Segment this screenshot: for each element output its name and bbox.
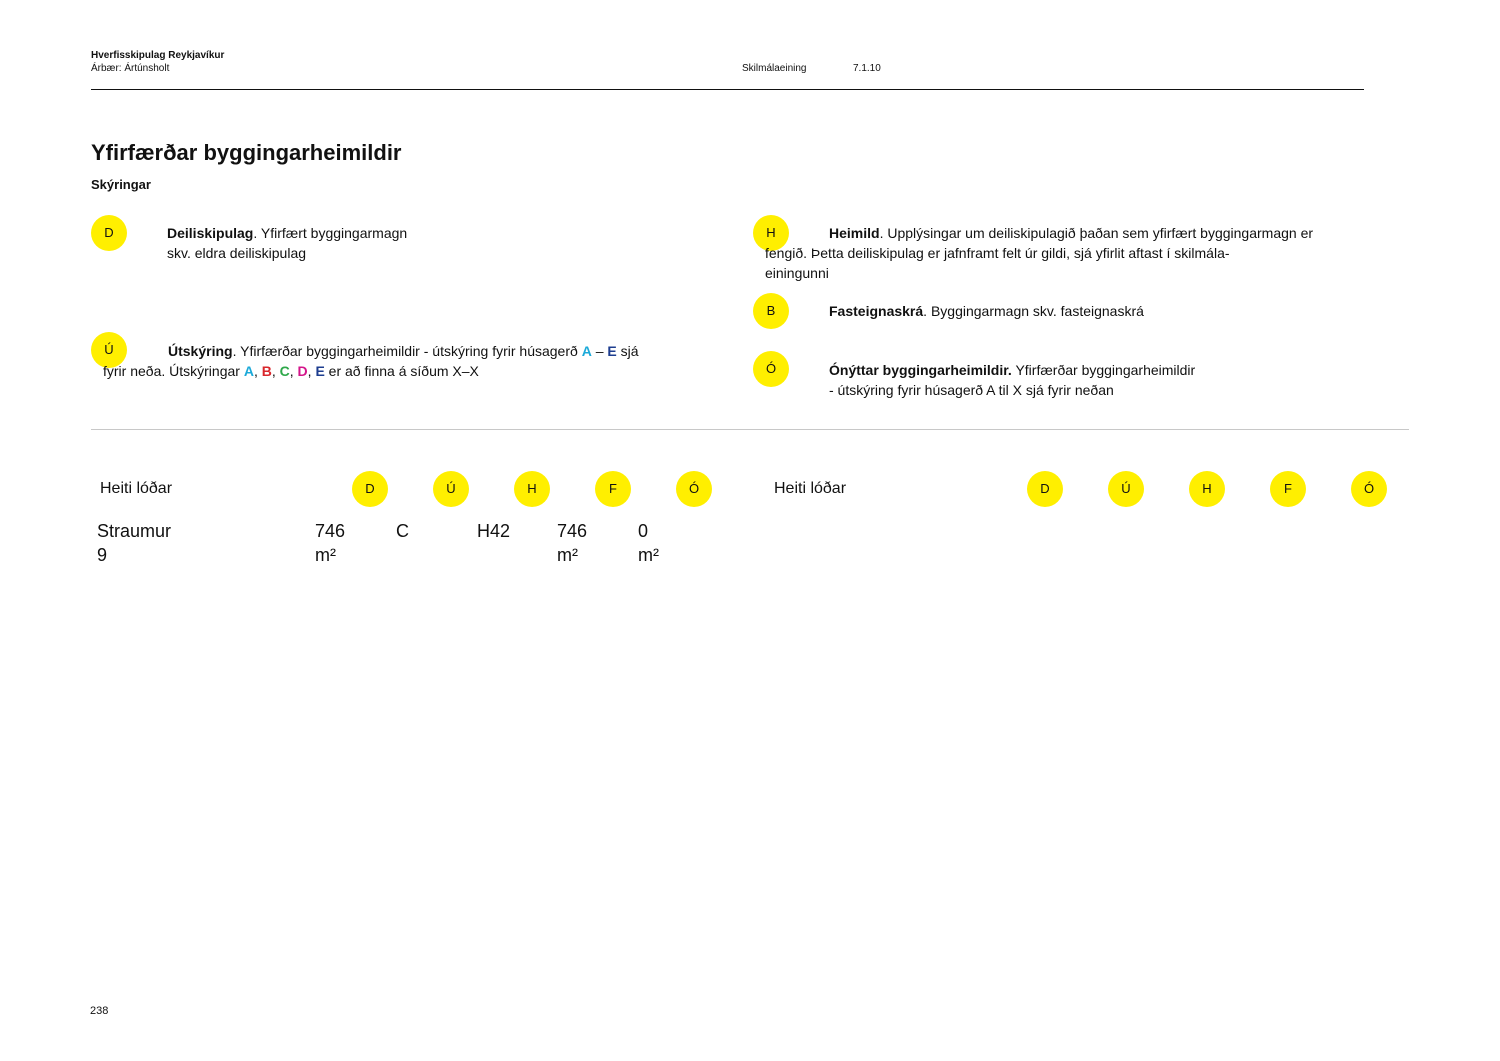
document-title: Hverfisskipulag Reykjavíkur <box>91 50 225 61</box>
legend-u-text2: sjá <box>616 343 639 359</box>
legend-h-text1: . Upplýsingar um deiliskipulagið þaðan sem yfirfært byggingarmagn er <box>879 225 1314 241</box>
legend-u-term: Útskýring <box>168 343 233 359</box>
legend-h-line3: einingunni <box>765 265 829 281</box>
legend-badge-o: Ó <box>753 351 789 387</box>
legend-u-line1 <box>168 341 728 361</box>
type-d-ref: D <box>297 363 308 379</box>
legend-badge-b: B <box>753 293 789 329</box>
legend-u-text1: . Yfirfærðar byggingarheimildir - útskýring fyrir húsagerð <box>232 343 582 359</box>
legend-u-text3: fyrir neða. Útskýringar <box>103 363 244 379</box>
value-f: 746 m² <box>557 521 588 565</box>
value-h: H42 <box>477 521 511 541</box>
section-divider <box>91 429 1409 430</box>
legend-badge-d: D <box>91 215 127 251</box>
legend-h-line1 <box>829 223 1389 243</box>
table-right-col-d: D <box>1027 471 1063 507</box>
table-right-col-u: Ú <box>1108 471 1144 507</box>
section-code: 7.1.10 <box>853 63 881 74</box>
type-a-ref: A <box>243 363 254 379</box>
legend-d-term: Deiliskipulag <box>167 225 254 241</box>
separator: , <box>289 363 298 379</box>
page-title: Yfirfærðar byggingarheimildir <box>91 140 402 165</box>
table-left-col-f: F <box>595 471 631 507</box>
value-u: C <box>396 521 409 541</box>
table-left-col-o: Ó <box>676 471 712 507</box>
table-left-col-u: Ú <box>433 471 469 507</box>
legend-title: Skýringar <box>91 177 151 192</box>
separator: , <box>253 363 262 379</box>
legend-item-o <box>829 360 1389 400</box>
legend-b-term: Fasteignaskrá <box>829 303 924 319</box>
type-c-ref: C <box>279 363 290 379</box>
separator: , <box>307 363 316 379</box>
value-d: 746 m² <box>315 521 346 565</box>
legend-o-text1: Yfirfærðar byggingarheimildir <box>1011 362 1196 378</box>
table-left-col-h: H <box>514 471 550 507</box>
separator: , <box>271 363 280 379</box>
header-divider <box>91 89 1364 90</box>
document-subtitle: Árbær: Ártúnsholt <box>91 63 170 74</box>
legend-badge-h: H <box>753 215 789 251</box>
type-a-label: A <box>581 343 592 359</box>
table-right-col-o: Ó <box>1351 471 1387 507</box>
table-right-col-f: F <box>1270 471 1306 507</box>
legend-d-line2: skv. eldra deiliskipulag <box>167 245 307 261</box>
legend-o-line2: - útskýring fyrir húsagerð A til X sjá fyrir neðan <box>829 382 1114 398</box>
value-o: 0 m² <box>638 521 659 565</box>
type-b-ref: B <box>261 363 272 379</box>
legend-o-line1 <box>829 360 1389 380</box>
legend-h-line2: fengið. Þetta deiliskipulag er jafnframt felt úr gildi, sjá yfirlit aftast í skilmála- <box>765 245 1230 261</box>
table-right-header-label: Heiti lóðar <box>774 480 847 497</box>
legend-h-term: Heimild <box>829 225 880 241</box>
legend-d-text1: . Yfirfært byggingarmagn <box>253 225 408 241</box>
legend-o-term: Ónýttar byggingarheimildir. <box>829 362 1012 378</box>
legend-u-dash: – <box>591 343 608 359</box>
page-number: 238 <box>90 1005 109 1017</box>
table-left-header-label: Heiti lóðar <box>100 480 173 497</box>
legend-b-text1: . Byggingarmagn skv. fasteignaskrá <box>923 303 1144 319</box>
lot-name: Straumur 9 <box>97 521 172 565</box>
table-left-col-d: D <box>352 471 388 507</box>
legend-item-d <box>167 223 627 263</box>
type-e-label: E <box>607 343 617 359</box>
legend-d-line1 <box>167 223 627 243</box>
legend-u-line2 <box>103 361 703 381</box>
type-e-ref: E <box>315 363 325 379</box>
table-right-col-h: H <box>1189 471 1225 507</box>
legend-badge-u: Ú <box>91 332 127 368</box>
section-label: Skilmálaeining <box>742 63 807 74</box>
legend-b-line1 <box>829 301 1389 321</box>
legend-u-text4: er að finna á síðum X–X <box>324 363 479 379</box>
